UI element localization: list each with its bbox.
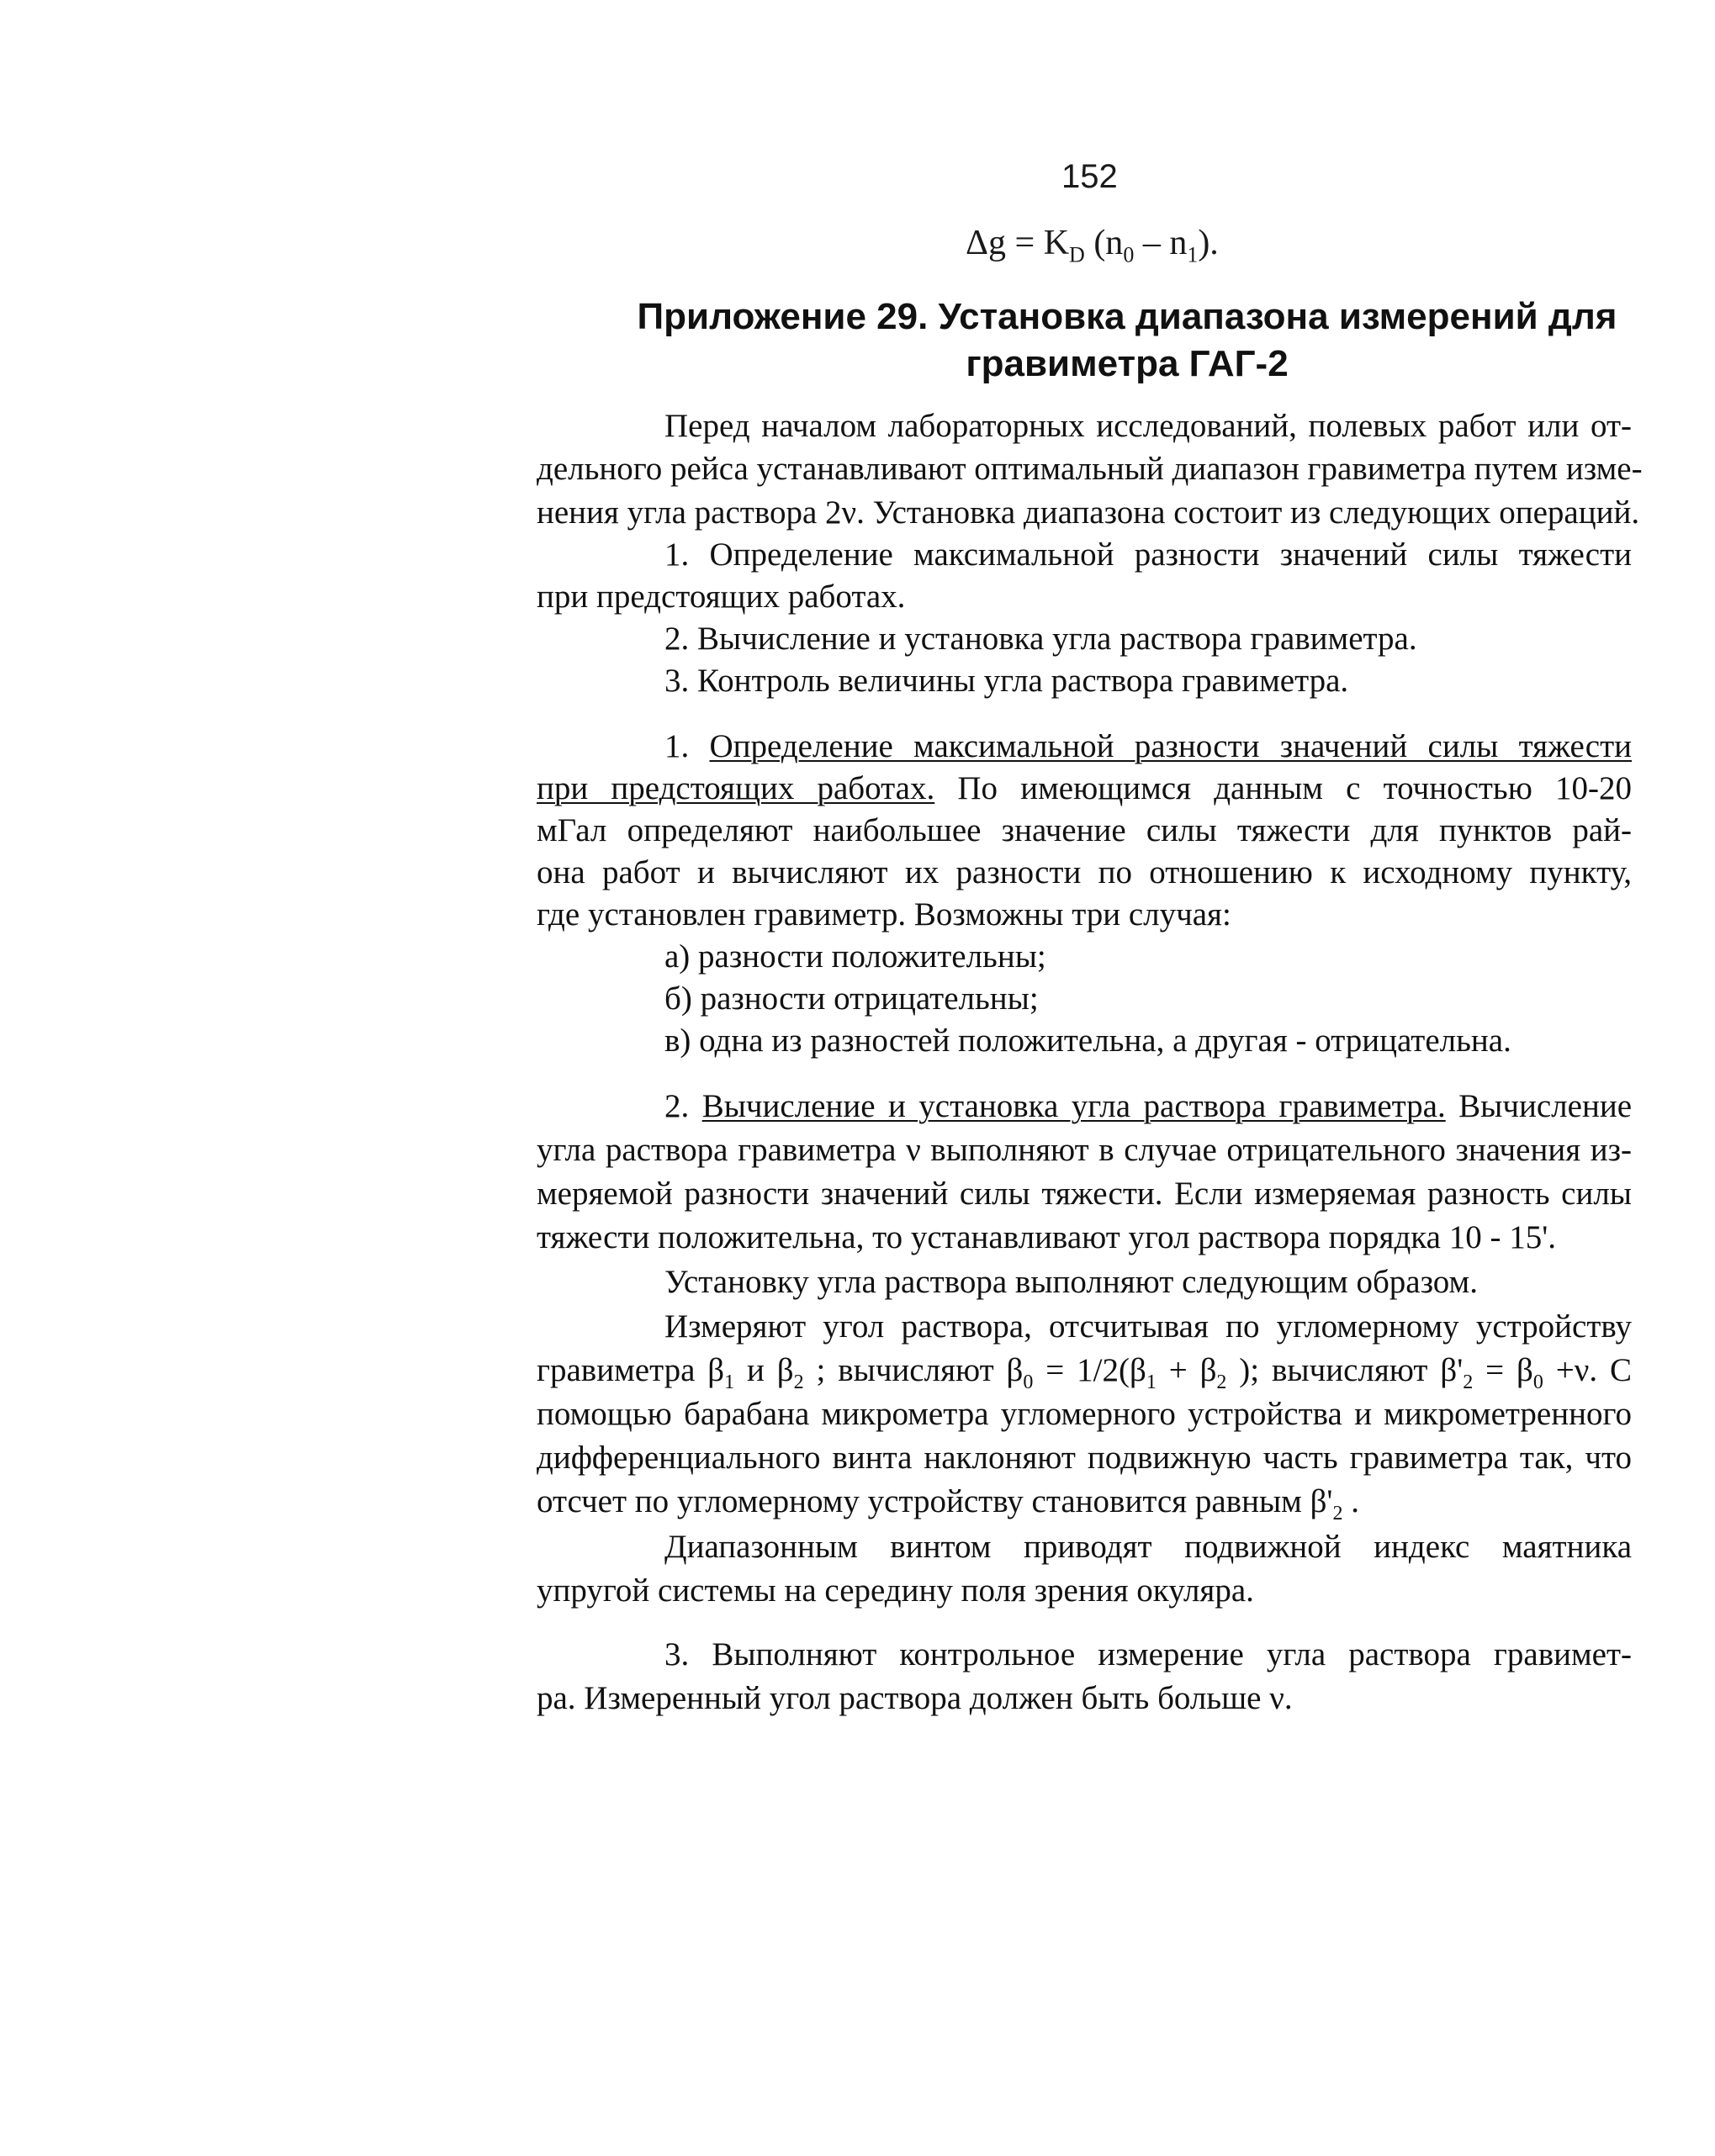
case-item: б) разности отрицательны; xyxy=(664,980,1039,1017)
section2-line: Измеряют угол раствора, отсчитывая по угломерному устройству xyxy=(664,1308,1632,1345)
step-item: при предстоящих работах. xyxy=(537,579,906,615)
intro-line: дельного рейса устанавливают оптимальный диапазон гравиметра путем изме- xyxy=(537,451,1643,487)
section2-line: упругой системы на середину поля зрения окуляра. xyxy=(537,1572,1254,1609)
section1-line: мГал определяют наибольшее значение силы тяжести для пунктов рай- xyxy=(537,812,1632,848)
section3-line: 3. Выполняют контрольное измерение угла раствора гравимет- xyxy=(664,1636,1632,1672)
section2-line: тяжести положительна, то устанавливают угол раствора порядка 10 - 15'. xyxy=(537,1219,1556,1255)
section1-title: Определение максимальной разности значений силы тяжести xyxy=(709,728,1632,764)
section2-title-line: 2. Вычисление и установка угла раствора гравиметра. Вычисление xyxy=(664,1088,1633,1124)
appendix-heading-line-1: Приложение 29. Установка диапазона измерений для xyxy=(637,296,1617,337)
case-item: в) одна из разностей положительна, а другая - отрицательна. xyxy=(664,1023,1511,1059)
section2-line: Установку угла раствора выполняют следующим образом. xyxy=(664,1264,1478,1300)
section1-line: она работ и вычисляют их разности по отношению к исходному пункту, xyxy=(537,854,1632,890)
case-item: а) разности положительны; xyxy=(664,938,1046,975)
section2-line: помощью барабана микрометра угломерного устройства и микрометренного xyxy=(537,1396,1632,1432)
intro-line: Перед началом лабораторных исследований, полевых работ или от- xyxy=(664,408,1632,444)
section2-line: угла раствора гравиметра ν выполняют в случае отрицательного значения из- xyxy=(537,1132,1632,1168)
page-number: 152 xyxy=(1061,158,1118,195)
step-item: 3. Контроль величины угла раствора гравиметра. xyxy=(664,663,1349,699)
appendix-heading-line-2: гравиметра ГАГ-2 xyxy=(966,343,1289,384)
section2-line: отсчет по угломерному устройству становится равным $\beta'_2$ . xyxy=(537,1483,1359,1525)
section2-formula-line: гравиметра $\beta_1$ и $\beta_2$ ; вычисляют $\beta_0 = 1/2(\beta_1 + \beta_2$ ); вычисляют $\beta'_2 = \beta_0 +\nu$. С xyxy=(537,1352,1632,1393)
section3-line: ра. Измеренный угол раствора должен быть больше ν. xyxy=(537,1680,1293,1716)
formula: $\Delta g = K_D$ $(n_0 - n_1)$. xyxy=(966,224,1219,267)
intro-line: нения угла раствора 2ν. Установка диапазона состоит из следующих операций. xyxy=(537,494,1640,531)
section1-line: где установлен гравиметр. Возможны три случая: xyxy=(537,896,1231,933)
section2-line: меряемой разности значений силы тяжести. Если измеряемая разность силы xyxy=(537,1176,1632,1212)
section2-line: Диапазонным винтом приводят подвижной индекс маятника xyxy=(664,1529,1632,1565)
section1-line: при предстоящих работах. По имеющимся данным с точностью 10-20 xyxy=(537,770,1632,806)
section2-line: дифференциального винта наклоняют подвижную часть гравиметра так, что xyxy=(537,1440,1632,1476)
section1-title-line: 1. Определение максимальной разности значений силы тяжести xyxy=(664,728,1632,764)
section1-title: при предстоящих работах. xyxy=(537,770,935,806)
step-item: 2. Вычисление и установка угла раствора гравиметра. xyxy=(664,621,1417,657)
section2-title: Вычисление и установка угла раствора гравиметра. xyxy=(701,1088,1446,1124)
step-item: 1. Определение максимальной разности значений силы тяжести xyxy=(664,536,1632,573)
